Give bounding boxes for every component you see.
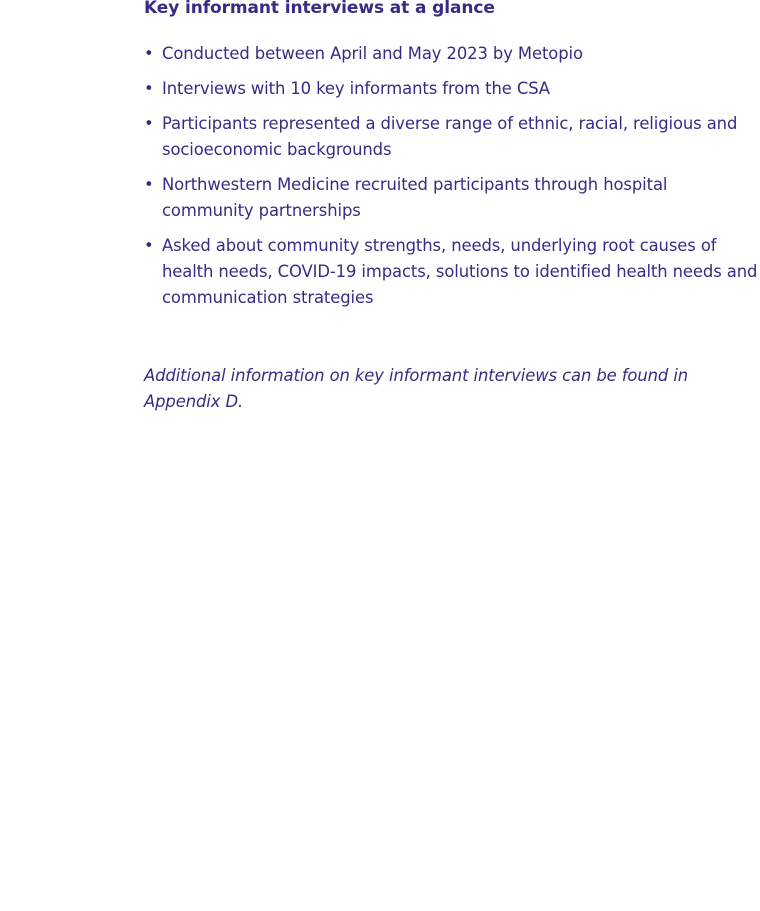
bullet-text: Northwestern Medicine recruited participants through hospital community partnerships: [162, 175, 668, 220]
bullet-text: Participants represented a diverse range of ethnic, racial, religious and socioeconomic backgrounds: [162, 114, 738, 159]
bullet-icon: •: [144, 44, 154, 63]
bullet-item-dates: [144, 41, 760, 67]
bullet-icon: •: [144, 175, 154, 194]
bullet-text: Conducted between April and May 2023 by Metopio: [162, 44, 583, 63]
bullet-item-participants: [144, 111, 760, 163]
bullet-icon: •: [144, 79, 154, 98]
bullet-text: Asked about community strengths, needs, underlying root causes of health needs, COVID-19 impacts, solutions to identified health needs and communication strategies: [162, 236, 758, 307]
bullet-icon: •: [144, 114, 154, 133]
appendix-note: Additional information on key informant interviews can be found in Appendix D.: [144, 366, 689, 411]
bullet-item-recruitment: [144, 172, 760, 224]
summary-bullet-list: [144, 41, 760, 311]
bullet-item-informants: [144, 76, 760, 102]
bullet-text: Interviews with 10 key informants from the CSA: [162, 79, 550, 98]
section-heading: Key informant interviews at a glance: [144, 0, 495, 18]
bullet-item-topics: [144, 233, 760, 311]
key-informant-section: [144, 0, 760, 415]
bullet-icon: •: [144, 236, 154, 255]
